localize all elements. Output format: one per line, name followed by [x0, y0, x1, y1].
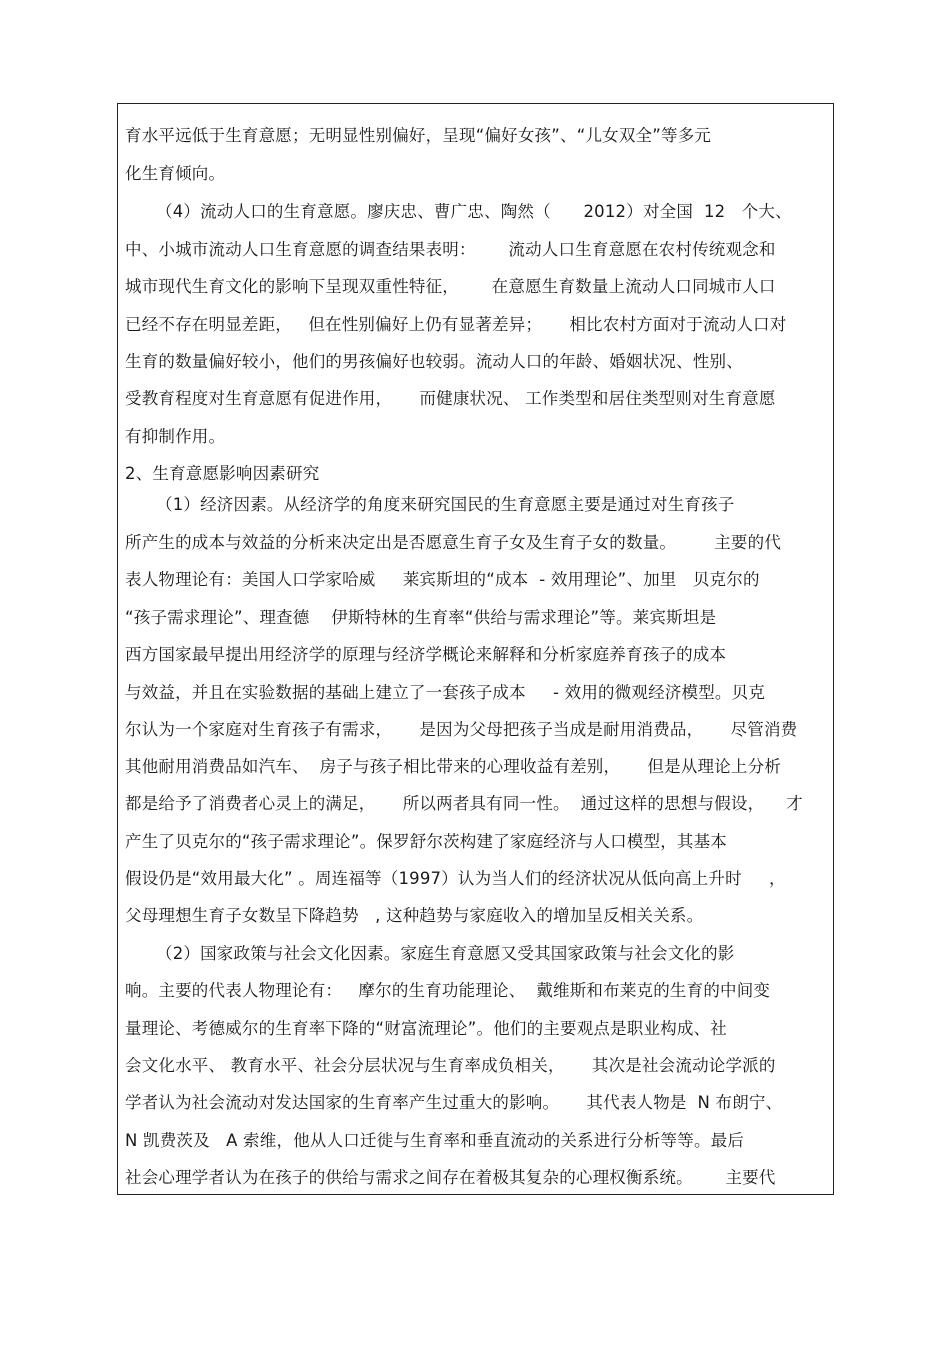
section-heading: 2、生育意愿影响因素研究 — [125, 464, 320, 483]
text-line: “孩子需求理论”、理查德 伊斯特林的生育率“供给与需求理论”等。莱宾斯坦是 — [125, 608, 717, 627]
text-line: 化生育倾向。 — [125, 164, 226, 183]
text-line: 有抑制作用。 — [125, 427, 226, 446]
text-line: 与效益，并且在实验数据的基础上建立了一套孩子成本 - 效用的微观经济模型。贝克 — [125, 683, 766, 702]
text-line: 表人物理论有：美国人口学家哈威 莱宾斯坦的“成本 - 效用理论”、加里 贝克尔的 — [125, 570, 760, 589]
text-line: 量理论、考德威尔的生育率下降的“财富流理论”。他们的主要观点是职业构成、社 — [125, 1019, 727, 1038]
text-line: 其他耐用消费品如汽车、 房子与孩子相比带来的心理收益有差别， 但是从理论上分析 — [125, 757, 782, 776]
text-line: 受教育程度对生育意愿有促进作用， 而健康状况、 工作类型和居住类型则对生育意愿 — [125, 389, 776, 408]
text-line: 尔认为一个家庭对生育孩子有需求， 是因为父母把孩子当成是耐用消费品， 尽管消费 — [125, 720, 798, 739]
text-line: 已经不存在明显差距， 但在性别偏好上仍有显著差异； 相比农村方面对于流动人口对 — [125, 315, 787, 334]
text-line: 城市现代生育文化的影响下呈现双重性特征， 在意愿生育数量上流动人口同城市人口 — [125, 277, 776, 296]
text-line: 生育的数量偏好较小，他们的男孩偏好也较弱。流动人口的年龄、婚姻状况、性别、 — [125, 352, 743, 371]
paragraph-start-line: （1）经济因素。从经济学的角度来研究国民的生育意愿主要是通过对生育孩子 — [156, 495, 735, 514]
text-line: 中、小城市流动人口生育意愿的调查结果表明： 流动人口生育意愿在农村传统观念和 — [125, 240, 776, 259]
text-line: 西方国家最早提出用经济学的原理与经济学概论来解释和分析家庭养育孩子的成本 — [125, 645, 727, 664]
text-line: 产生了贝克尔的“孩子需求理论”。保罗舒尔茨构建了家庭经济与人口模型，其基本 — [125, 832, 727, 851]
text-line: 学者认为社会流动对发达国家的生育率产生过重大的影响。 其代表人物是 N 布朗宁、 — [125, 1093, 783, 1112]
text-line: 社会心理学者认为在孩子的供给与需求之间存在着极其复杂的心理权衡系统。 主要代 — [125, 1168, 776, 1187]
text-line: 假设仍是“效用最大化” 。周连福等（1997）认为当人们的经济状况从低向高上升时 ， — [125, 869, 786, 888]
paragraph-start-line: （2）国家政策与社会文化因素。家庭生育意愿又受其国家政策与社会文化的影 — [156, 944, 735, 963]
text-line: 会文化水平、 教育水平、社会分层状况与生育率成负相关， 其次是社会流动论学派的 — [125, 1056, 776, 1075]
text-line: 育水平远低于生育意愿；无明显性别偏好，呈现“偏好女孩”、“儿女双全”等多元 — [125, 126, 712, 145]
text-line: 都是给予了消费者心灵上的满足， 所以两者具有同一性。 通过这样的思想与假设， 才 — [125, 794, 803, 813]
paragraph-start-line: （4）流动人口的生育意愿。廖庆忠、曹广忠、陶然（ 2012）对全国 12 个大、 — [156, 202, 792, 221]
text-line: 所产生的成本与效益的分析来决定出是否愿意生育子女及生育子女的数量。 主要的代 — [125, 533, 782, 552]
text-line: N 凯费茨及 A 索维，他从人口迁徙与生育率和垂直流动的关系进行分析等等。最后 — [125, 1131, 745, 1150]
text-line: 父母理想生育子女数呈下降趋势 , 这种趋势与家庭收入的增加呈反相关关系。 — [125, 906, 704, 925]
text-line: 响。主要的代表人物理论有： 摩尔的生育功能理论、 戴维斯和布莱克的生育的中间变 — [125, 981, 771, 1000]
